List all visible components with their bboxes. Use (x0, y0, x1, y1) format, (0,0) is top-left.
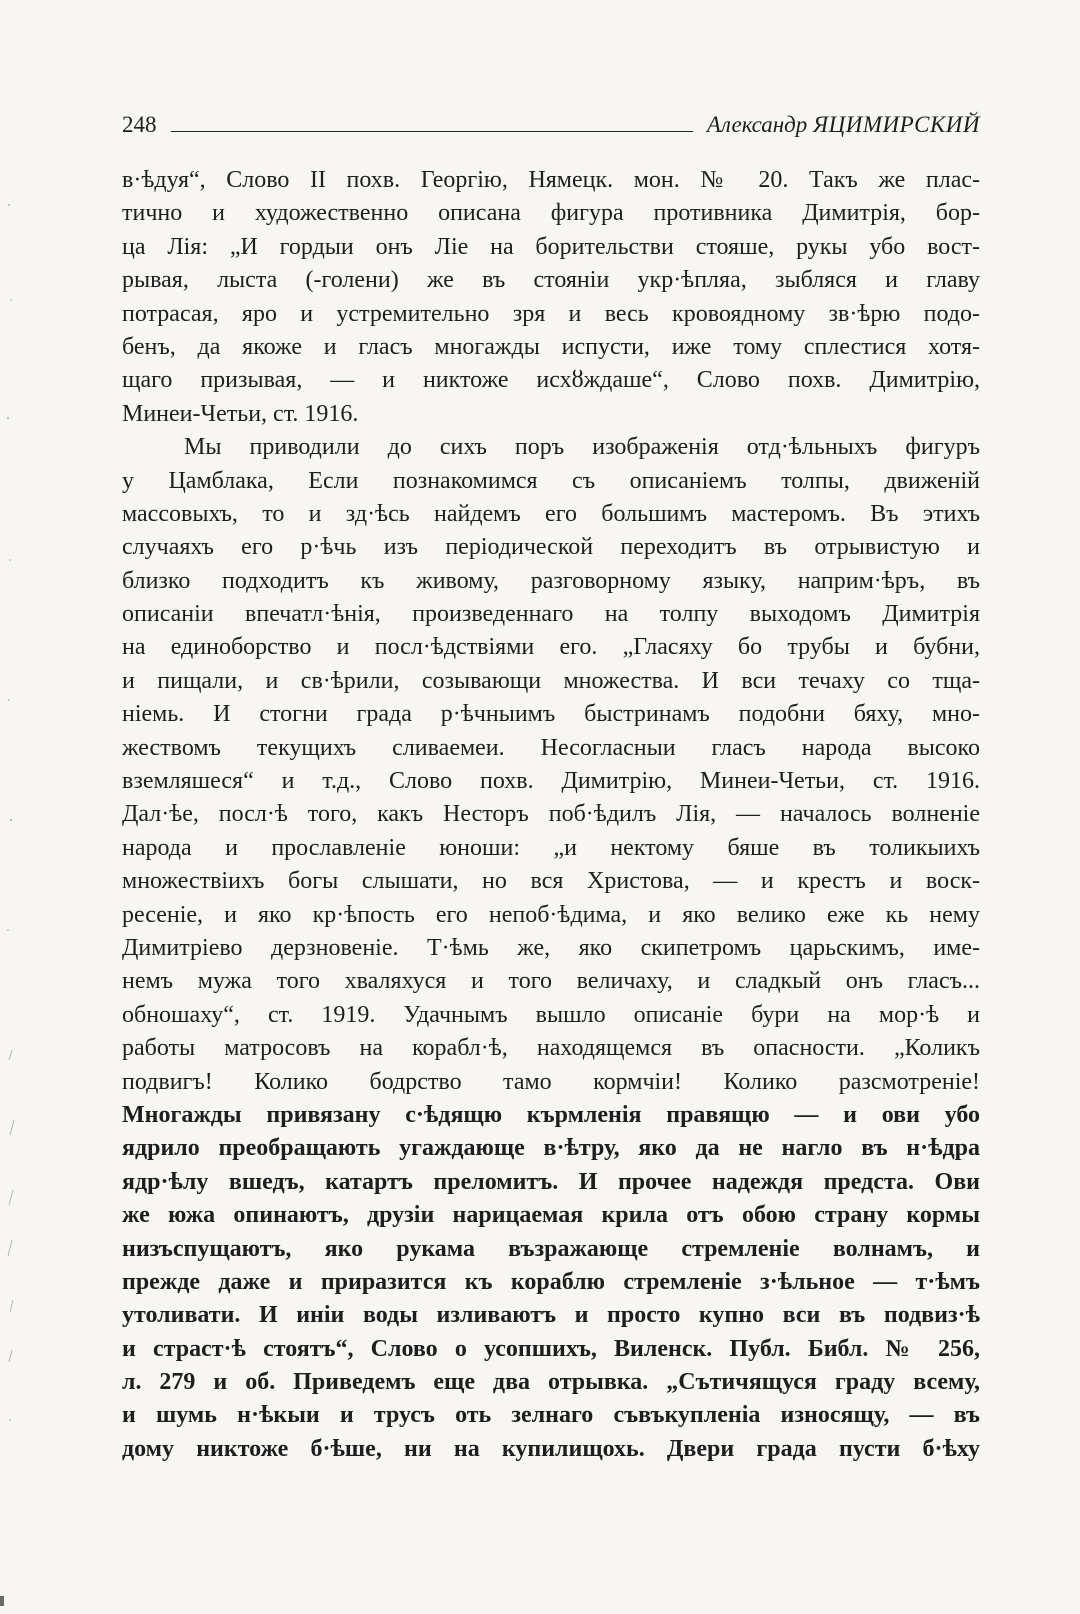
author-last-name: ЯЦИМИРСКИЙ (813, 112, 980, 137)
text-line: Дал·ѣе, посл·ѣ того, какъ Несторъ поб·ѣдилъ Лія, — началось волненіе (122, 801, 980, 828)
text-line: потрасая, яро и устремительно зря и весь кровоядному зв·ѣрю подо- (122, 300, 980, 327)
running-head (707, 113, 980, 136)
text-line: подвигъ! Колико бодрство тамо кормчіи! Колико разсмотреніе! (122, 1068, 980, 1095)
text-line: бенъ, да якоже и гласъ многажды испусти, иже тому сплестися хотя- (122, 333, 980, 360)
text-line: жествомъ текущихъ сливаемеи. Несогласныи гласъ народа высоко (122, 734, 980, 761)
author-first-name: Александр (706, 112, 808, 137)
page-number: 248 (122, 112, 157, 137)
text-line: близко подходитъ къ живому, разговорному языку, наприм·ѣръ, въ (122, 567, 980, 594)
text-line: народа и прославленіе юноши: „и нектому бяше въ толикыихъ (122, 834, 980, 861)
text-line: ресеніе, и яко кр·ѣпость его непоб·ѣдима, и яко велико еже кь нему (122, 901, 980, 928)
text-line: низъспущаютъ, яко рукама възражающе стремленіе волнамъ, и (122, 1235, 980, 1262)
text-line: немъ мужа того хваляхуся и того величаху, и сладкый онъ гласъ... (122, 968, 980, 995)
text-line: утоливати. И иніи воды изливаютъ и просто купно вси въ подвиз·ѣ (122, 1302, 980, 1329)
text-line: Мы приводили до сихъ поръ изображенія отд·ѣльныхъ фигуръ (184, 434, 980, 461)
text-line: ца Лія: „И гордыи онъ Ліе на борительстви стояше, рукы убо вост- (122, 233, 980, 260)
paragraph-2 (122, 431, 980, 1466)
text-line: щаго призывая, — и никтоже исхȣждаше“, Слово похв. Димитрію, (122, 367, 980, 394)
text-line: рывая, лыста (-голени) же въ стояніи укр·ѣпляа, зыбляся и главу (122, 267, 980, 294)
text-line: в·ѣдуя“, Слово II похв. Георгію, Нямецк. мон. № 20. Такъ же плас- (122, 167, 980, 193)
text-line: Димитріево дерзновеніе. Т·ѣмь же, яко скипетромъ царьскимъ, име- (122, 934, 980, 961)
paragraph-1 (122, 164, 980, 431)
text-line: Многажды привязану с·ѣдящю кърмленія правящю — и ови убо (122, 1101, 980, 1128)
text-line: ніемь. И стогни града р·ѣчныимъ быстринамъ подобни бяху, мно- (122, 701, 980, 728)
text-line: прежде даже и приразится къ кораблю стремленіе з·ѣльное — т·ѣмъ (122, 1268, 980, 1295)
text-line: и пищали, и св·ѣрили, созывающи множества. И вси течаху со тща- (122, 667, 980, 694)
header-rule (171, 131, 693, 132)
text-line: дому никтоже б·ѣше, ни на купилищохь. Двери града пусти б·ѣху (122, 1435, 980, 1462)
page-header (122, 96, 980, 136)
text-line: описаніи впечатл·ѣнія, произведеннаго на толпу выходомъ Димитрія (122, 601, 980, 628)
text-line: множествіихъ богы слышати, но вся Христова, — и крестъ и воск- (122, 868, 980, 895)
text-line: л. 279 и об. Приведемъ еще два отрывка. „Сътичящуся граду всему, (122, 1369, 980, 1396)
text-line: ядрило преобращають угаждающе в·ѣтру, яко да не нагло въ н·ѣдра (122, 1135, 980, 1162)
text-line: ядр·ѣлу вшедъ, катартъ преломитъ. И прочее надеждя предста. Ови (122, 1168, 980, 1195)
text-line: работы матросовъ на корабл·ѣ, находящемся въ опасности. „Коликъ (122, 1035, 980, 1062)
text-line: же южа опинаютъ, друзіи нарицаемая крила отъ обою страну кормы (122, 1202, 980, 1229)
text-line: вземляшеся“ и т.д., Слово похв. Димитрію, Минеи-Четьи, ст. 1916. (122, 768, 980, 795)
text-line: на единоборство и посл·ѣдствіями его. „Гласяху бо трубы и бубни, (122, 634, 980, 661)
text-line: и шумь н·ѣкыи и трусъ оть зелнаго съвъкупленіа износящу, — въ (122, 1402, 980, 1429)
text-line: массовыхъ, то и зд·ѣсь найдемъ его большимъ мастеромъ. Въ этихъ (122, 500, 980, 527)
text-line: случаяхъ его р·ѣчь изъ періодической переходитъ въ отрывистую и (122, 534, 980, 561)
body-text (122, 164, 980, 1466)
text-line: Минеи-Четьи, ст. 1916. (122, 400, 359, 427)
text-line: обношаху“, ст. 1919. Удачнымъ вышло описаніе бури на мор·ѣ и (122, 1001, 980, 1028)
text-line: и страст·ѣ стоятъ“, Слово о усопшихъ, Виленск. Публ. Библ. № 256, (122, 1335, 980, 1362)
text-line: у Цамблака, Если познакомимся съ описаніемъ толпы, движеній (122, 467, 980, 494)
text-line: тично и художественно описана фигура противника Димитрія, бор- (122, 200, 980, 227)
scan-margin-specks (0, 0, 30, 1614)
